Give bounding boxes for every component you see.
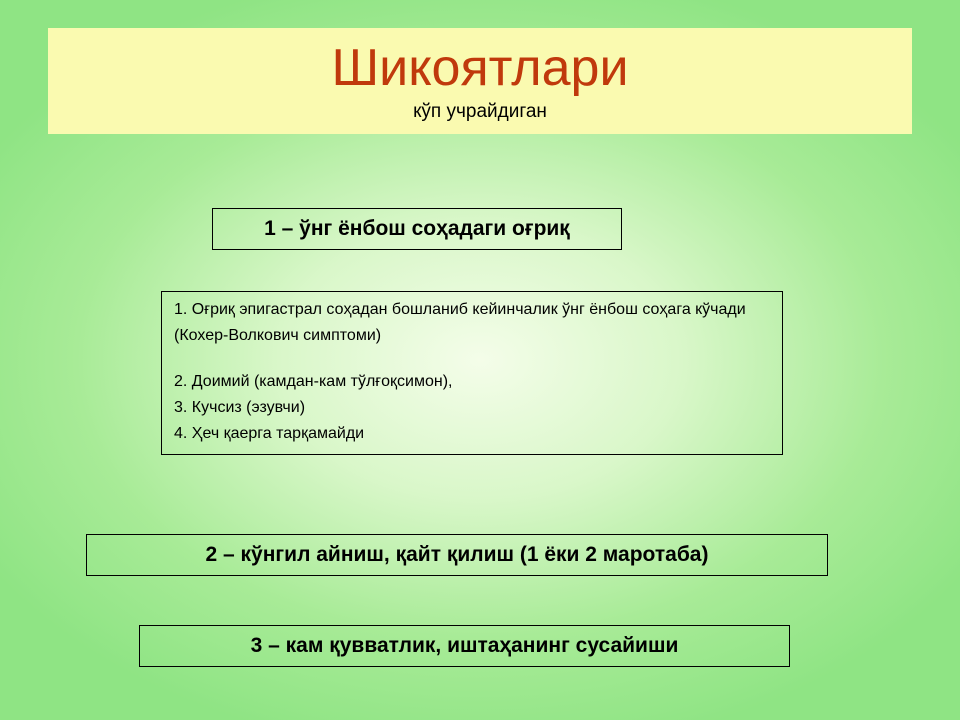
detail-item-4: 4. Ҳеч қаерга тарқамайди [174, 425, 365, 442]
detail-item-2: 2. Доимий (камдан-кам тўлғоқсимон), [174, 373, 453, 390]
complaint-1-box: 1 – ўнг ёнбош соҳадаги оғриқ [212, 208, 622, 250]
complaint-1-details-box [161, 291, 783, 455]
complaint-2-box: 2 – кўнгил айниш, қайт қилиш (1 ёки 2 маротаба) [86, 534, 828, 576]
complaint-3-box: 3 – кам қувватлик, иштаҳанинг сусайиши [139, 625, 790, 667]
title-band [48, 28, 912, 134]
detail-item-3: 3. Кучсиз (эзувчи) [174, 399, 306, 416]
detail-item-1: 1. Оғриқ эпигастрал соҳадан бошланиб кейинчалик ўнг ёнбош соҳага кўчади (Кохер-Волкович симптоми) [174, 301, 746, 344]
slide-title: Шикоятлари [331, 39, 629, 97]
slide-subtitle: кўп учрайдиган [413, 101, 547, 122]
